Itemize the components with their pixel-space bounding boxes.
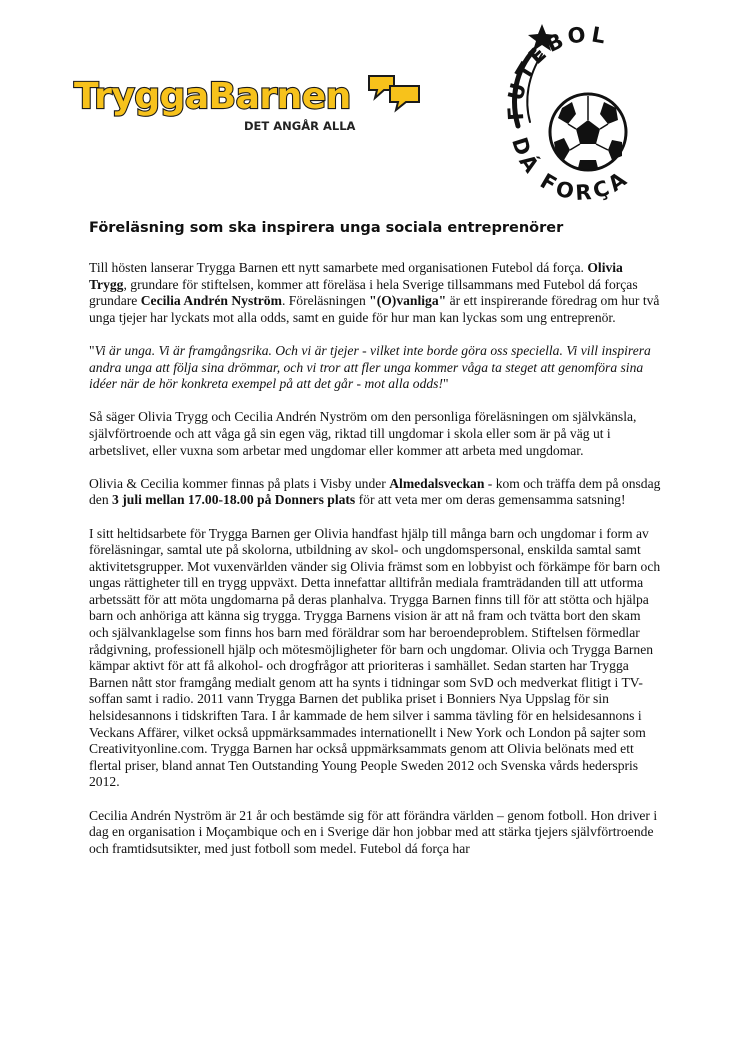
intro-text-2: , grundare för stiftelsen, kommer att föreläsa i hela Sverige tillsammans med Futebol dá forças grundare <box>89 276 638 309</box>
intro-text-4: är ett inspirerande föredrag om hur två unga tjejer har lyckats mot alla odds, samt en guide för hur man kan lyckas som ung entreprenör. <box>89 293 660 325</box>
event-name: Almedalsveckan <box>389 475 485 491</box>
event-time-place: 3 juli mellan 17.00-18.00 på Donners plats <box>112 492 356 508</box>
event-text-2: - kom och träffa dem på onsdag den <box>89 475 661 508</box>
trygga-barnen-tagline: DET ANGÅR ALLA <box>244 119 356 133</box>
intro-paragraph <box>89 260 661 326</box>
soccer-ball-icon <box>550 94 626 170</box>
name-olivia-trygg: Olivia Trygg <box>89 260 623 292</box>
lecture-title: "(O)vanliga" <box>369 293 447 309</box>
futebol-da-forca-logo <box>490 14 670 214</box>
name-cecilia-andren-nystrom: Cecilia Andrén Nyström <box>140 293 282 309</box>
da-forca-arc-label: DÁ FORÇA <box>507 134 634 206</box>
article-body <box>89 260 661 874</box>
trygga-barnen-logo <box>72 72 422 134</box>
speech-bubbles-icon <box>369 76 419 110</box>
trygga-barnen-logo-graphic <box>72 72 422 134</box>
event-paragraph <box>89 476 661 509</box>
futebol-arc-label: FUTEBOL <box>503 21 611 122</box>
description-paragraph: Så säger Olivia Trygg och Cecilia Andrén Nyström om den personliga föreläsningen om självkänsla, självförtroende och att våga gå sin egen väg, riktad till ungdomar i skola eller som är på väg ut i arbetslivet, eller vuxna som arbetar med ungdomar eller kommer att arbeta med ungdomar. <box>89 409 637 458</box>
intro-text-1: Till hösten lanserar Trygga Barnen ett nytt samarbete med organisationen Futebol dá força. <box>89 260 588 275</box>
intro-text-3: . Föreläsningen <box>281 293 370 309</box>
futebol-da-forca-logo-graphic <box>490 14 670 214</box>
trygga-barnen-paragraph: I sitt heltidsarbete för Trygga Barnen ger Olivia handfast hjälp till många barn och ungdomar i form av föreläsningar, samtal ute på skolorna, utbildning av skol- och ungdomspersonal, enskilda samtal samt aktivitetsgrupper. Mot vuxenvärlden vänder sig Olivia främst som en lobbyist och förkämpe för barn och ungas rättigheter till en trygg uppväxt. Detta innefattar alltifrån mediala framträdanden till att utforma arbetssätt för att möta ungdomarna på deras planhalva. Trygga Barnen finns till för att stötta och hjälpa barn och anhöriga att känna sig trygga. Trygga Barnens vision är att nå fram och tvätta bort den skam och självanklagelse som finns hos barn med föräldrar som har beroendeproblem. Stiftelsen förmedlar rådgivning, professionell hjälp och mötesmöjligheter för barn och ungdomar. Olivia och Trygga Barnen kämpar aktivt för att få alkohol- och drogfrågor att prioriteras i samhället. Sedan starten har Trygga Barnen nått stor framgång medialt genom att ha synts i tidningar som SvD och medverkat flitigt i TV-soffan samt i radio. 2011 vann Trygga Barnen det publika priset i Bonniers Nya Uppslag för sin helsidesannons i tidskriften Tara. I år kammade de hem silver i samma tävling för en helsidesannons i Veckans Affärer, vilket också uppmärksammades internationellt i New York och London på sajter som Creativityonline.com. Trygga Barnen har också uppmärksammats genom att Olivia belönats med ett flertal priser, bland annat Ten Outstanding Young People Sweden 2012 och Svenska vårds hederspris 2012. <box>89 525 661 790</box>
page-title: Föreläsning som ska inspirera unga sociala entreprenörer <box>89 220 564 236</box>
quote-text: Vi är unga. Vi är framgångsrika. Och vi är tjejer - vilket inte borde göra oss speciella. Vi vill inspirera andra unga att följa sina drömmar, och vi tror att fler unga kommer våga ta steget att genomföra sina idéer när de hör konkreta exempel på att det går - mot alla odds! <box>89 342 651 392</box>
event-text-3: för att veta mer om deras gemensamma satsning! <box>355 492 626 508</box>
quote-paragraph: "Vi är unga. Vi är framgångsrika. Och vi är tjejer - vilket inte borde göra oss speciella. Vi vill inspirera andra unga att följa sina drömmar, och vi tror att fler unga kommer våga ta steget att genomföra sina idéer när de hör konkreta exempel på att det går - mot alla odds!" <box>89 342 651 392</box>
cecilia-paragraph: Cecilia Andrén Nyström är 21 år och bestämde sig för att förändra världen – genom fotboll. Hon driver i dag en organisation i Moçambique och en i Sverige där hon jobbar med att stärka tjejers självförtroende och framtidsutsikter, med just fotboll som medel. Futebol dá força har <box>89 807 658 856</box>
trygga-barnen-wordmark: TryggaBarnen <box>74 76 351 117</box>
event-text-1: Olivia & Cecilia kommer finnas på plats i Visby under <box>89 475 390 491</box>
